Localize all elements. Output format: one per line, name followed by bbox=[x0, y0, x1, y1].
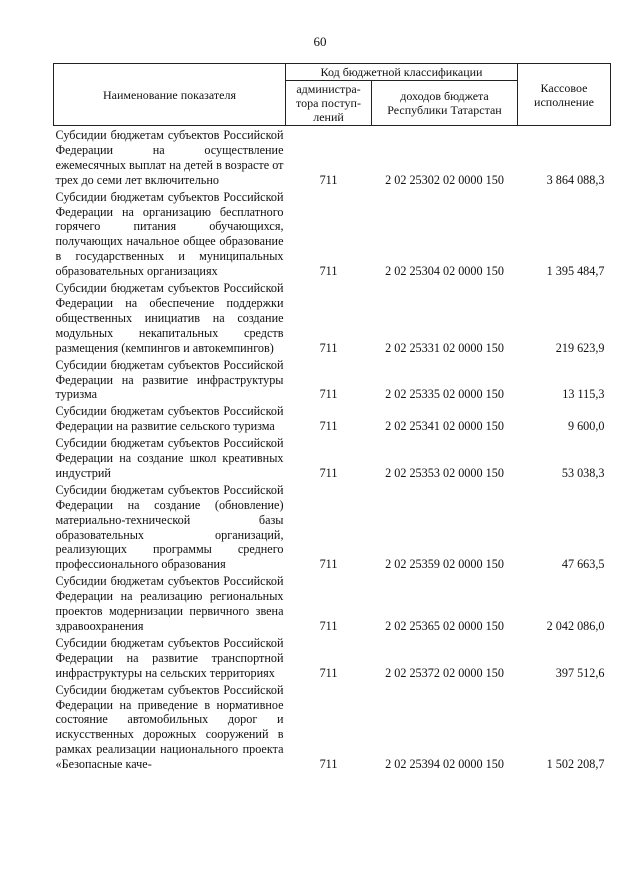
table-row bbox=[54, 634, 611, 681]
row-amount: 53 038,3 bbox=[561, 465, 605, 480]
row-name: Субсидии бюджетам субъектов Российской Федерации на организацию бесплатного горячего питания обучающихся, получающих начальное общее образование в государственных и муниципальных образовательных организациях bbox=[55, 189, 284, 279]
row-administrator: 711 bbox=[319, 387, 338, 402]
row-income-code: 2 02 25394 02 0000 150 bbox=[385, 757, 504, 772]
row-name: Субсидии бюджетам субъектов Российской Федерации на развитие инфраструктуры туризма bbox=[55, 357, 284, 402]
table-row bbox=[54, 356, 611, 403]
row-income-code: 2 02 25365 02 0000 150 bbox=[385, 619, 504, 633]
row-administrator: 711 bbox=[319, 757, 338, 772]
row-amount: 219 623,9 bbox=[555, 340, 605, 355]
table-row bbox=[54, 188, 611, 279]
row-income-code: 2 02 25331 02 0000 150 bbox=[385, 340, 504, 355]
row-income-code: 2 02 25372 02 0000 150 bbox=[385, 665, 504, 680]
row-administrator: 711 bbox=[319, 264, 338, 279]
header-execution: Кассовое исполнение bbox=[518, 64, 611, 126]
table-row bbox=[54, 279, 611, 356]
row-income-code: 2 02 25335 02 0000 150 bbox=[385, 387, 504, 402]
row-administrator: 711 bbox=[319, 465, 338, 480]
header-income: доходов бюджета Республики Татарстан bbox=[372, 81, 518, 126]
budget-table bbox=[53, 63, 611, 772]
header-classification: Код бюджетной классификации bbox=[286, 64, 518, 81]
row-administrator: 711 bbox=[319, 172, 338, 187]
row-administrator: 711 bbox=[319, 619, 338, 633]
row-name: Субсидии бюджетам субъектов Российской Федерации на создание (обновление) материально-технической базы образовательных организаций, реализующих программы среднего профессионального образования bbox=[55, 482, 284, 572]
row-amount: 13 115,3 bbox=[562, 387, 605, 402]
row-name: Субсидии бюджетам субъектов Российской Федерации на развитие сельского туризма bbox=[55, 404, 284, 434]
row-name: Субсидии бюджетам субъектов Российской Федерации на развитие транспортной инфраструктуры на сельских территориях bbox=[55, 635, 284, 680]
table-row bbox=[54, 434, 611, 481]
row-amount: 3 864 088,3 bbox=[546, 172, 605, 187]
row-name: Субсидии бюджетам субъектов Российской Федерации на осуществление ежемесячных выплат на детей в возрасте от трех до семи лет включительно bbox=[55, 128, 284, 187]
row-name: Субсидии бюджетам субъектов Российской Федерации на приведение в нормативное состояние автомобильных дорог и искусственных дорожных сооружений в рамках реализации национального проекта «Безопасные каче- bbox=[55, 682, 284, 772]
page-number: 60 bbox=[313, 34, 327, 49]
row-administrator: 711 bbox=[319, 557, 338, 572]
row-administrator: 711 bbox=[319, 340, 338, 355]
table-row bbox=[54, 126, 611, 188]
row-name: Субсидии бюджетам субъектов Российской Федерации на обеспечение поддержки общественных инициатив на создание модульных некапитальных средств размещения (кемпингов и автокемпингов) bbox=[55, 281, 284, 355]
header-administrator: администра-тора поступ-лений bbox=[286, 81, 372, 126]
table-header bbox=[54, 64, 611, 126]
row-name: Субсидии бюджетам субъектов Российской Федерации на создание школ креативных индустрий bbox=[55, 436, 284, 480]
row-income-code: 2 02 25302 02 0000 150 bbox=[385, 172, 504, 187]
table-row bbox=[54, 681, 611, 772]
table-row bbox=[54, 402, 611, 434]
table-row bbox=[54, 572, 611, 634]
row-income-code: 2 02 25304 02 0000 150 bbox=[385, 264, 504, 279]
row-income-code: 2 02 25359 02 0000 150 bbox=[385, 557, 504, 572]
row-amount: 397 512,6 bbox=[555, 665, 605, 680]
row-amount: 47 663,5 bbox=[561, 557, 605, 572]
row-administrator: 711 bbox=[319, 665, 338, 680]
row-income-code: 2 02 25353 02 0000 150 bbox=[385, 465, 504, 480]
row-name: Субсидии бюджетам субъектов Российской Федерации на реализацию региональных проектов модернизации первичного звена здравоохранения bbox=[55, 574, 284, 633]
row-amount: 1 395 484,7 bbox=[546, 264, 605, 279]
row-amount: 2 042 086,0 bbox=[546, 619, 605, 633]
row-administrator: 711 bbox=[319, 419, 338, 434]
table-row bbox=[54, 481, 611, 572]
row-amount: 9 600,0 bbox=[567, 419, 605, 434]
row-amount: 1 502 208,7 bbox=[546, 757, 605, 772]
row-income-code: 2 02 25341 02 0000 150 bbox=[385, 419, 504, 434]
header-name: Наименование показателя bbox=[54, 64, 286, 126]
table-body bbox=[54, 126, 611, 773]
